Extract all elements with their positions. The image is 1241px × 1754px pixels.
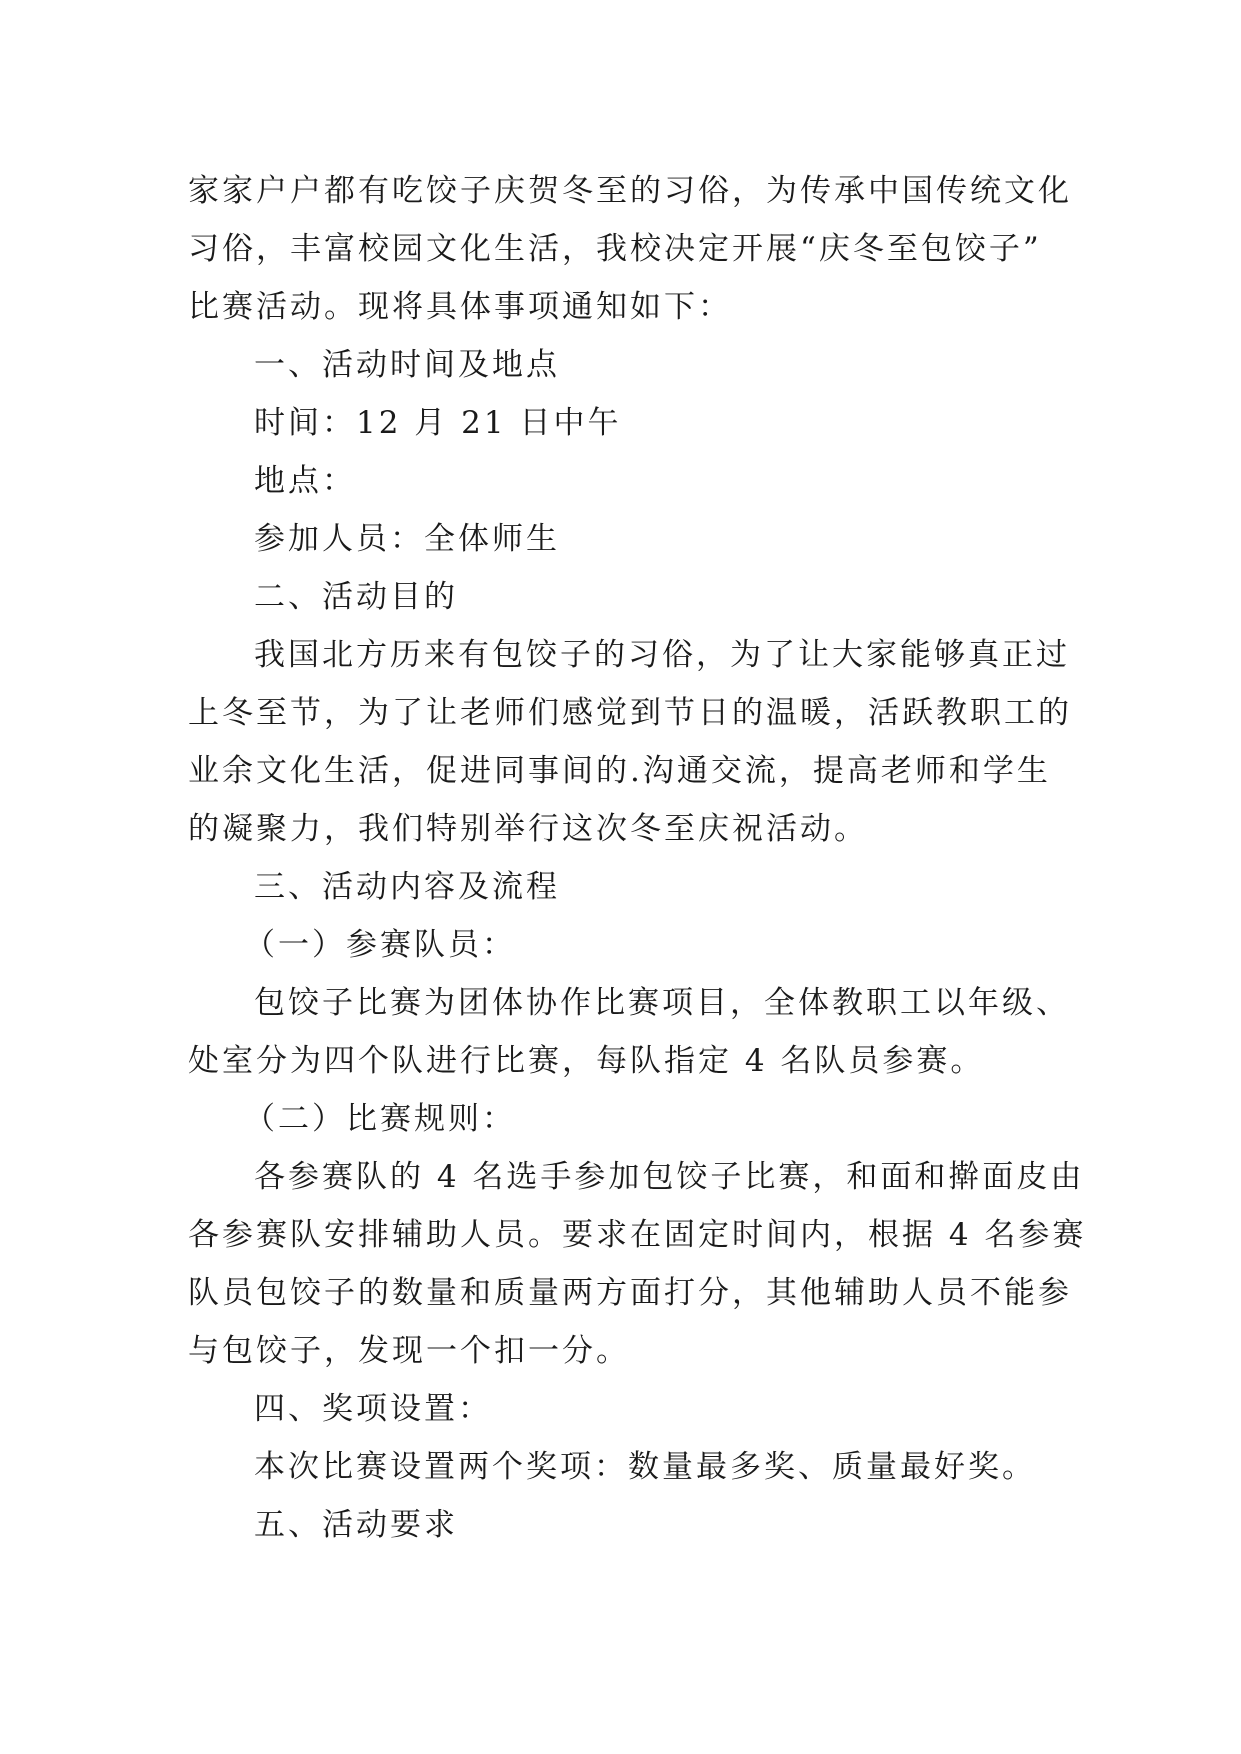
body-line: 业余文化生活，促进同事间的.沟通交流，提高老师和学生: [188, 753, 1051, 789]
document-body: [188, 162, 1087, 1554]
event-location: 地点：: [254, 463, 356, 499]
section-heading-3: 三、活动内容及流程: [254, 869, 560, 905]
body-line: 处室分为四个队进行比赛，每队指定 4 名队员参赛。: [188, 1043, 985, 1079]
section-heading-5: 五、活动要求: [254, 1507, 458, 1543]
body-line: 本次比赛设置两个奖项：数量最多奖、质量最好奖。: [254, 1449, 1036, 1485]
subsection-heading-2: （二）比赛规则：: [244, 1101, 516, 1137]
body-line: 队员包饺子的数量和质量两方面打分，其他辅助人员不能参: [188, 1275, 1072, 1311]
body-line: 与包饺子，发现一个扣一分。: [188, 1333, 630, 1369]
section-heading-1: 一、活动时间及地点: [254, 347, 560, 383]
event-time: 时间：12 月 21 日中午: [254, 405, 622, 441]
body-line: 我国北方历来有包饺子的习俗，为了让大家能够真正过: [254, 637, 1070, 673]
body-line: 各参赛队的 4 名选手参加包饺子比赛，和面和擀面皮由: [254, 1159, 1085, 1195]
body-line: 习俗，丰富校园文化生活，我校决定开展“庆冬至包饺子”: [188, 231, 1042, 267]
body-line: 包饺子比赛为团体协作比赛项目，全体教职工以年级、: [254, 985, 1070, 1021]
body-line: 上冬至节，为了让老师们感觉到节日的温暖，活跃教职工的: [188, 695, 1072, 731]
body-line: 家家户户都有吃饺子庆贺冬至的习俗，为传承中国传统文化: [188, 173, 1072, 209]
subsection-heading-1: （一）参赛队员：: [244, 927, 516, 963]
body-line: 各参赛队安排辅助人员。要求在固定时间内，根据 4 名参赛: [188, 1217, 1087, 1253]
section-heading-4: 四、奖项设置：: [254, 1391, 492, 1427]
section-heading-2: 二、活动目的: [254, 579, 458, 615]
event-participants: 参加人员：全体师生: [254, 521, 560, 557]
body-line: 比赛活动。现将具体事项通知如下：: [188, 289, 732, 325]
body-line: 的凝聚力，我们特别举行这次冬至庆祝活动。: [188, 811, 868, 847]
